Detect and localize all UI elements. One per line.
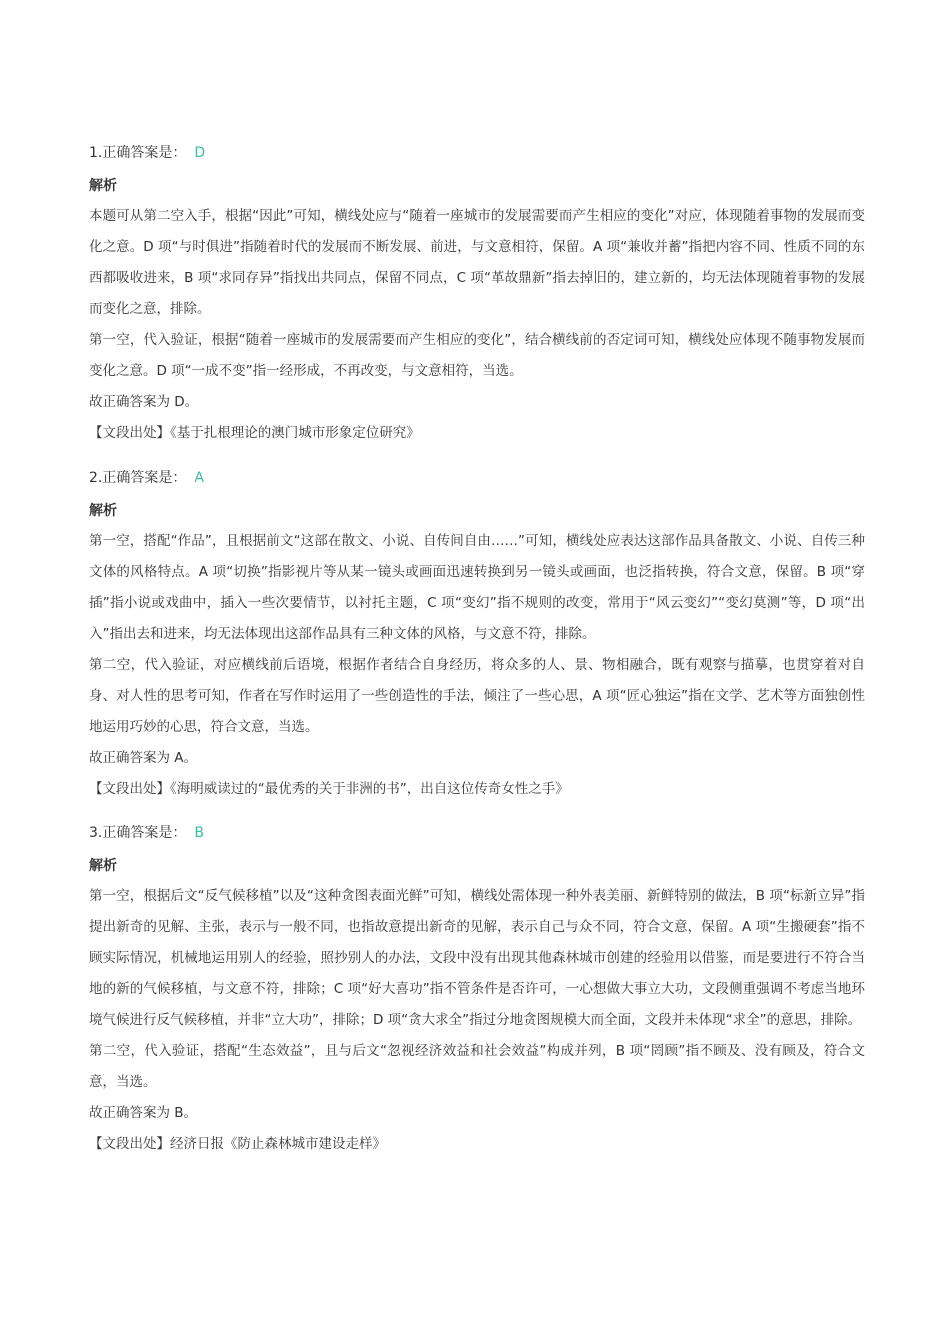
- analysis-label: 解析: [89, 858, 117, 874]
- answer-line: [89, 823, 865, 843]
- analysis-paragraph: 本题可从第二空入手，根据“因此”可知，横线处应与“随着一座城市的发展需要而产生相应的变化”对应，体现随着事物的发展而变化之意。D 项“与时俱进”指随着时代的发展而不断发展、前进，与文意相符，保留。A 项“兼收并蓄”指把内容不同、性质不同的东西都吸收进来，B 项“求同存异”指找出共同点，保留不同点，C 项“革故鼎新”指去掉旧的，建立新的，均无法体现随着事物的发展而变化之意，排除。: [89, 208, 865, 317]
- analysis-paragraph: 第一空，搭配“作品”，且根据前文“这部在散文、小说、自传间自由……”可知，横线处应表达这部作品具备散文、小说、自传三种文体的风格特点。A 项“切换”指影视片等从某一镜头或画面迅速转换到另一镜头或画面，也泛指转换，符合文意，保留。B 项“穿插”指小说或戏曲中，插入一些次要情节，以衬托主题，C 项“变幻”指不规则的改变，常用于“风云变幻”“变幻莫测”等，D 项“出入”指出去和进来，均无法体现出这部作品具有三种文体的风格，与文意不符，排除。: [89, 533, 865, 642]
- question-3: [89, 823, 865, 1160]
- answer-prefix: 2.正确答案是：: [89, 470, 187, 486]
- analysis-paragraph: 第一空，代入验证，根据“随着一座城市的发展需要而产生相应的变化”，结合横线前的否定词可知，横线处应体现不随事物发展而变化之意。D 项“一成不变”指一经形成，不再改变，与文意相符，当选。: [89, 332, 865, 379]
- source-citation: 【文段出处】《海明威读过的“最优秀的关于非洲的书”，出自这位传奇女性之手》: [89, 781, 569, 797]
- analysis-paragraph: 第一空，根据后文“反气候移植”以及“这种贪图表面光鲜”可知，横线处需体现一种外表美丽、新鲜特别的做法，B 项“标新立异”指提出新奇的见解、主张，表示与一般不同，也指故意提出新奇的见解，表示自己与众不同，符合文意，保留。A 项“生搬硬套”指不顾实际情况，机械地运用别人的经验，照抄别人的办法，文段中没有出现其他森林城市创建的经验用以借鉴，而是要进行不符合当地的新的气候移植，与文意不符，排除；C 项“好大喜功”指不管条件是否许可，一心想做大事立大功，文段侧重强调不考虑当地环境气候进行反气候移植，并非“立大功”，排除；D 项“贪大求全”指过分地贪图规模大而全面，文段并未体现“求全”的意思，排除。: [89, 888, 865, 1028]
- answer-prefix: 3.正确答案是：: [89, 825, 187, 841]
- analysis-label: 解析: [89, 503, 117, 519]
- answer-letter: B: [194, 825, 204, 841]
- analysis-paragraph: 第二空，代入验证，搭配“生态效益”，且与后文“忽视经济效益和社会效益”构成并列，B 项“罔顾”指不顾及、没有顾及，符合文意，当选。: [89, 1043, 865, 1090]
- conclusion: 故正确答案为 D。: [89, 394, 199, 410]
- conclusion: 故正确答案为 B。: [89, 1105, 198, 1121]
- answer-prefix: 1.正确答案是：: [89, 145, 187, 161]
- source-citation: 【文段出处】《基于扎根理论的澳门城市形象定位研究》: [89, 425, 420, 441]
- question-1: [89, 143, 865, 449]
- analysis-paragraph: 第二空，代入验证，对应横线前后语境，根据作者结合自身经历，将众多的人、景、物相融合，既有观察与描摹，也贯穿着对自身、对人性的思考可知，作者在写作时运用了一些创造性的手法，倾注了一些心思，A 项“匠心独运”指在文学、艺术等方面独创性地运用巧妙的心思，符合文意，当选。: [89, 657, 865, 735]
- question-2: [89, 468, 865, 805]
- answer-line: [89, 468, 865, 488]
- answer-line: [89, 143, 865, 163]
- answer-letter: D: [194, 145, 206, 161]
- conclusion: 故正确答案为 A。: [89, 750, 198, 766]
- answer-letter: A: [194, 470, 204, 486]
- analysis-label: 解析: [89, 178, 117, 194]
- source-citation: 【文段出处】经济日报《防止森林城市建设走样》: [89, 1136, 386, 1152]
